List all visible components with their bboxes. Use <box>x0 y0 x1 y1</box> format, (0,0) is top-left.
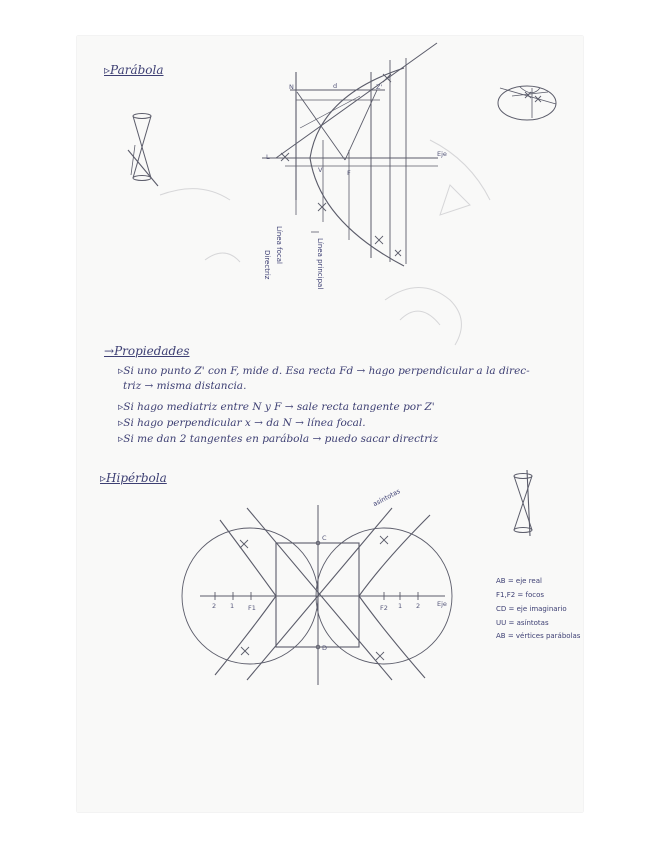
label-d: d <box>333 82 338 90</box>
legend-line-2: F1,F2 = focos <box>496 591 545 599</box>
property-line-3: ▹Si hago mediatriz entre N y F → sale recta tangente por Z' <box>118 401 435 413</box>
legend-line-4: UU = asíntotas <box>496 619 549 627</box>
axis-label-2-right: 2 <box>416 602 421 610</box>
hyperbola-heading: ▹Hipérbola <box>100 471 167 485</box>
axis-label-1-right: 1 <box>398 602 403 610</box>
label-v: V <box>318 166 323 174</box>
label-d-point: D <box>322 644 328 652</box>
property-line-2: triz → misma distancia. <box>123 380 247 392</box>
properties-heading: →Propiedades <box>104 344 190 358</box>
legend-line-3: CD = eje imaginario <box>496 605 567 613</box>
label-f: F <box>347 169 351 177</box>
property-line-5: ▹Si me dan 2 tangentes en parábola → puedo sacar directriz <box>118 433 439 445</box>
axis-label-eje: Eje <box>437 600 447 608</box>
parabola-heading: ▹Parábola <box>104 63 164 77</box>
axis-label-f1: F1 <box>248 604 256 612</box>
label-asintotas: asíntotas <box>371 487 402 509</box>
property-line-1: ▹Si uno punto Z' con F, mide d. Esa recta Fd → hago perpendicular a la direc- <box>118 365 530 377</box>
label-linea-focal: Línea focal <box>275 226 283 264</box>
axis-label-2-left: 2 <box>212 602 217 610</box>
property-line-4: ▹Si hago perpendicular x → da N → línea focal. <box>118 417 366 429</box>
axis-label-1-left: 1 <box>230 602 235 610</box>
label-directriz: Directriz <box>263 250 271 280</box>
label-z-prime: Z' <box>376 83 383 91</box>
axis-label-f2: F2 <box>380 604 388 612</box>
label-n: N <box>289 83 294 91</box>
label-eje: Eje <box>437 150 447 158</box>
legend-line-1: AB = eje real <box>496 577 542 585</box>
label-linea-principal: Línea principal <box>316 238 324 290</box>
label-l: L <box>266 153 270 161</box>
legend-line-5: AB = vértices parábolas <box>496 632 581 640</box>
label-c: C <box>322 534 327 542</box>
